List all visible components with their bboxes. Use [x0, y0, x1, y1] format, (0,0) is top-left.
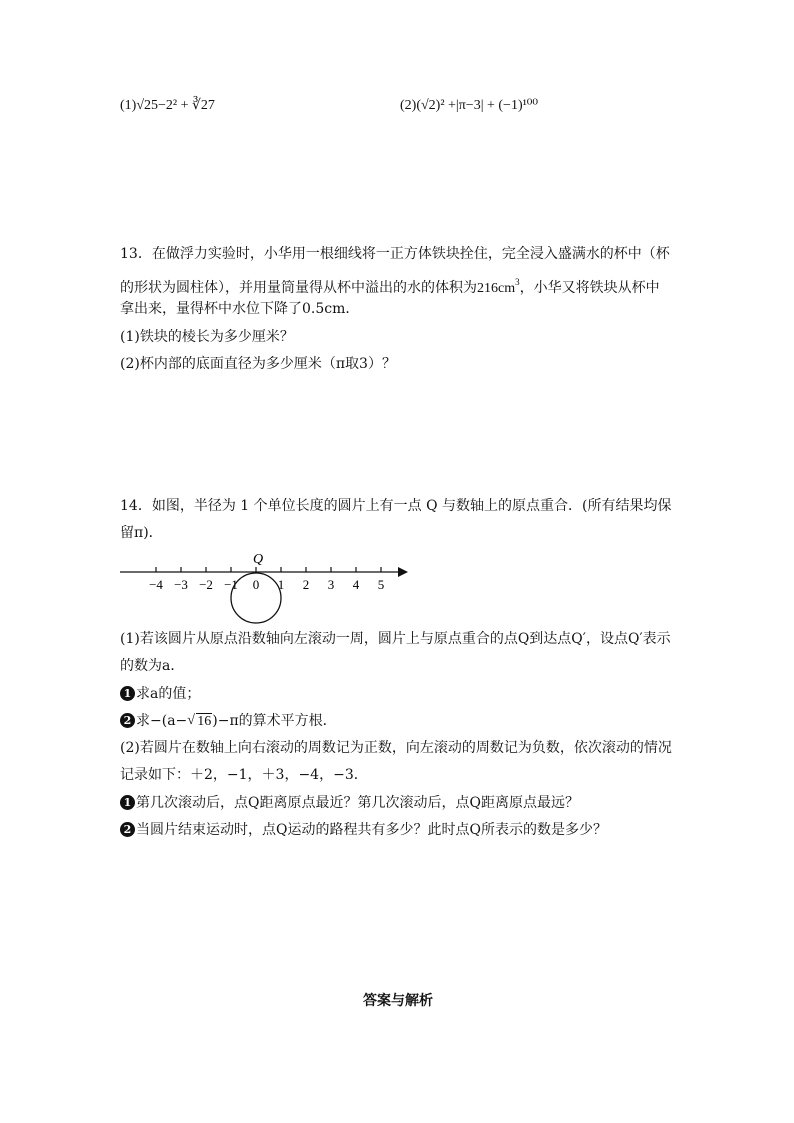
problem14-part2-sub1 — [120, 795, 579, 811]
circled-number: 2 — [120, 713, 135, 728]
text: 当圆片结束运动时，点Q运动的路程共有多少？此时点Q所表示的数是多少？ — [136, 822, 607, 838]
tick-label: 2 — [302, 577, 310, 592]
problem14-part1-line2: 的数为a． — [120, 658, 185, 674]
tick-label: −4 — [149, 577, 163, 592]
circled-number: 1 — [120, 795, 135, 810]
tick-label: −3 — [174, 577, 188, 592]
problem14-line2: 留π)． — [120, 525, 163, 541]
problem14-part1-sub1 — [120, 686, 200, 702]
tick-label: 4 — [352, 577, 360, 592]
problem14-line1: 14．如图，半径为 1 个单位长度的圆片上有一点 Q 与数轴上的原点重合．(所有结果均保 — [120, 498, 672, 514]
problem12-item1 — [120, 98, 215, 114]
axis-arrow-icon — [398, 567, 408, 577]
square-root — [187, 714, 212, 730]
problem13-line2 — [120, 274, 660, 297]
answer-heading: 答案与解析 — [363, 993, 433, 1009]
problem14-part2-line2: 记录如下：＋2，−1，＋3，−4，−3． — [120, 767, 368, 783]
text: ，小华又将铁块从杯中 — [519, 280, 660, 296]
problem13-question2: (2)杯内部的底面直径为多少厘米（π取3）？ — [120, 356, 396, 372]
problem14-part2-sub2 — [120, 822, 607, 838]
tick-label: 5 — [377, 577, 385, 592]
text: 求a的值； — [136, 686, 201, 702]
problem14-part2-line1: (2)若圆片在数轴上向右滚动的周数记为正数，向左滚动的周数记为负数，依次滚动的情况 — [120, 740, 672, 756]
problem13-question1: (1)铁块的棱长为多少厘米？ — [120, 329, 294, 345]
circled-number: 2 — [120, 822, 135, 837]
problem12-item2 — [400, 98, 538, 114]
problem14-part1-sub2 — [120, 713, 337, 730]
tick-label: 1 — [277, 577, 285, 592]
number-line-figure — [115, 545, 415, 625]
volume-value: 216cm — [477, 281, 516, 296]
problem13-line1: 13．在做浮力实验时，小华用一根细线将一正方体铁块拴住，完全浸入盛满水的杯中（杯 — [120, 246, 670, 262]
radicand: 16 — [197, 714, 212, 729]
problem13-line3: 拿出来，量得杯中水位下降了0.5cm． — [120, 301, 360, 317]
expression: √25−2² + ∛27 — [136, 98, 215, 113]
volume-exponent: 3 — [515, 277, 520, 287]
text: 求−(a− — [136, 713, 188, 729]
text: )−π的算术平方根． — [212, 713, 337, 729]
tick-label: 0 — [252, 577, 260, 592]
text: 的形状为圆柱体），并用量筒量得从杯中溢出的水的体积为 — [120, 280, 477, 296]
problem14-part1-line1: (1)若该圆片从原点沿数轴向左滚动一周，圆片上与原点重合的点Q到达点Q′，设点Q′表示 — [120, 631, 671, 647]
text: 第几次滚动后，点Q距离原点最近？第几次滚动后，点Q距离原点最远？ — [136, 795, 579, 811]
tick-label: −1 — [224, 577, 238, 592]
circled-number: 1 — [120, 686, 135, 701]
expression: (√2)² +|π−3| + (−1)¹⁰⁰ — [416, 98, 539, 113]
item-label: (1) — [120, 98, 137, 113]
point-q-label: Q — [253, 552, 264, 567]
tick-label: 3 — [327, 577, 335, 592]
tick-label: −2 — [199, 577, 213, 592]
item-label: (2) — [400, 98, 417, 113]
